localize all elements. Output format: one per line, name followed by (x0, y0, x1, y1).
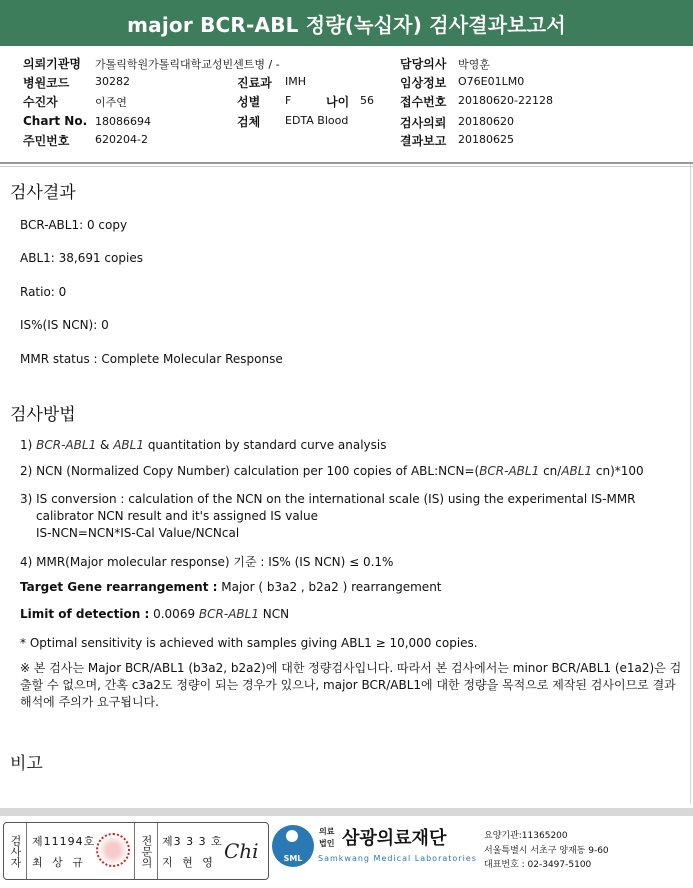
method-item-3 (20, 491, 685, 542)
request-date-value: 20180620 (458, 115, 514, 128)
report-title-bar (0, 0, 693, 46)
signature-box (3, 822, 269, 880)
clinical-info-value: O76E01LM0 (458, 75, 525, 88)
footer-divider-bar (0, 808, 693, 816)
method-item-2-text: 2) NCN (Normalized Copy Number) calculation per 100 copies of ABL:NCN=( (20, 464, 480, 478)
sml-logo-text: SML (283, 854, 303, 863)
age-label: 나이 (326, 95, 350, 109)
info-divider (0, 162, 693, 164)
target-gene-label: Target Gene rearrangement : (20, 580, 218, 594)
specialist-name: 지 현 영 (162, 856, 216, 869)
clinical-info-label: 임상정보 (400, 76, 447, 90)
chart-no-label: Chart No. (23, 114, 88, 128)
test-notice: ※ 본 검사는 Major BCR/ABL1 (b3a2, b2a2)에 대한 정량검사입니다. 따라서 본 검사에서는 minor BCR/ABL1 (e1a2)은 검출할 수 없으며, 간혹 c3a2도 정량이 되는 경우가 있으나, major BCR/ABL1에 대한 정량을 목적으로 제작된 검사이므로 결과해석에 주의가 요구됩니다. (20, 661, 682, 709)
specialist-label (134, 823, 158, 879)
doctor-label: 담당의사 (400, 57, 447, 71)
patient-label: 수진자 (23, 95, 58, 109)
org-facility-code: 요양기관:11365200 (484, 831, 568, 841)
chart-no-value: 18086694 (95, 115, 151, 128)
method-item-3-line-1: 3) IS conversion : calculation of the NCN on the international scale (IS) using the experimental IS-MMR (20, 492, 636, 506)
results-heading: 검사결과 (10, 183, 76, 203)
method-item-3-formula: IS-NCN=NCN*IS-Cal Value/NCNcal (36, 526, 240, 540)
patient-info-block (0, 46, 693, 164)
method-item-2-post: cn)*100 (595, 464, 644, 478)
sml-logo-icon (272, 825, 314, 867)
specimen-label: 검체 (237, 115, 261, 129)
org-name: 삼광의료재단 (342, 828, 447, 849)
resident-no-label: 주민번호 (23, 134, 70, 148)
org-phone: 대표번호 : 02-3497-5100 (484, 860, 592, 870)
sml-logo-figure (286, 830, 298, 842)
dept-value: IMH (285, 75, 307, 88)
result-mmr-status: MMR status : Complete Molecular Response (20, 352, 283, 366)
sex-value: F (285, 94, 292, 107)
patient-value: 이주연 (95, 96, 127, 109)
method-item-2-mid: cn/ (543, 464, 562, 478)
dept-label: 진료과 (237, 76, 272, 90)
org-address: 서울특별시 서초구 양재동 9-60 (484, 846, 609, 856)
age-value: 56 (360, 94, 374, 107)
method-item-2-gene-bcr-abl1: BCR-ABL1 (479, 464, 540, 478)
hospital-code-label: 병원코드 (23, 76, 70, 90)
right-border (690, 164, 691, 804)
sensitivity-note: * Optimal sensitivity is achieved with samples giving ABL1 ≥ 10,000 copies. (20, 636, 478, 650)
method-item-3-line-2: calibrator NCN result and it's assigned IS value (36, 509, 318, 523)
org-type-small-1: 의료 (319, 827, 335, 836)
info-divider-thin (0, 166, 693, 167)
resident-no-value: 620204-2 (95, 133, 148, 146)
request-date-label: 검사의뢰 (400, 116, 447, 130)
examiner-label-text: 검사자 (9, 834, 22, 868)
report-date-label: 결과보고 (400, 134, 447, 148)
method-item-1-gene-abl1: ABL1 (113, 438, 144, 452)
report-title: major BCR-ABL 정량(녹십자) 검사결과보고서 (127, 12, 566, 37)
specialist-license: 제3 3 3 호 (162, 835, 223, 848)
examiner-seal-stamp (96, 833, 130, 867)
institution-value: 가톨릭학원가톨릭대학교성빈센트병 / - (95, 58, 280, 71)
method-item-1-text: quantitation by standard curve analysis (147, 438, 387, 452)
lod-label: Limit of detection : (20, 607, 150, 621)
institution-label: 의뢰기관명 (23, 57, 81, 71)
specialist-label-text: 전문의 (140, 834, 153, 868)
result-abl1: ABL1: 38,691 copies (20, 251, 143, 265)
method-item-1 (20, 438, 387, 452)
remarks-heading: 비고 (10, 754, 43, 774)
method-item-1-gene-bcr-abl1: BCR-ABL1 (36, 438, 97, 452)
target-gene-line (20, 580, 442, 594)
method-heading: 검사방법 (10, 405, 76, 425)
lod-unit: NCN (262, 607, 290, 621)
limit-of-detection-line (20, 607, 289, 621)
doctor-value: 박영훈 (458, 58, 490, 71)
examiner-name: 최 상 규 (32, 856, 86, 869)
org-type-small-2: 법인 (319, 839, 335, 848)
receipt-label: 접수번호 (400, 95, 447, 109)
report-date-value: 20180625 (458, 133, 514, 146)
specimen-value: EDTA Blood (285, 114, 349, 127)
lod-gene: BCR-ABL1 (198, 607, 259, 621)
receipt-value: 20180620-22128 (458, 94, 553, 107)
target-gene-value: Major ( b3a2 , b2a2 ) rearrangement (221, 580, 442, 594)
method-item-4: 4) MMR(Major molecular response) 기준 : IS% (IS NCN) ≤ 0.1% (20, 555, 394, 569)
method-item-2-gene-abl1: ABL1 (561, 464, 593, 478)
examiner-license: 제11194호 (32, 835, 96, 848)
org-english-name: Samkwang Medical Laboratories (318, 854, 477, 863)
result-ratio: Ratio: 0 (20, 285, 67, 299)
lod-value: 0.0069 (153, 607, 196, 621)
result-is-percent: IS%(IS NCN): 0 (20, 318, 109, 332)
sex-label: 성별 (237, 95, 261, 109)
hospital-code-value: 30282 (95, 75, 130, 88)
method-item-1-prefix: 1) (20, 438, 33, 452)
specialist-signature: Chi (224, 839, 259, 863)
method-item-2 (20, 464, 644, 478)
result-bcr-abl1: BCR-ABL1: 0 copy (20, 218, 128, 232)
examiner-label (4, 823, 27, 879)
method-item-1-amp: & (100, 438, 110, 452)
